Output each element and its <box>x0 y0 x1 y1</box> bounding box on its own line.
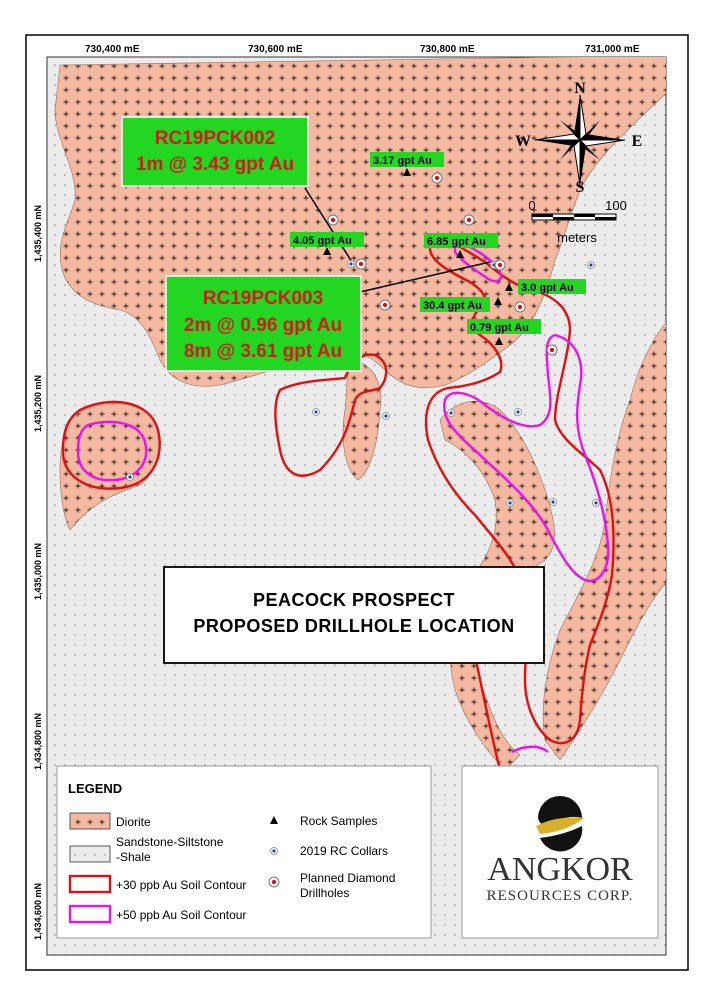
callout-rc19pck002 <box>122 117 308 186</box>
grid-label-top: 730,600 mE <box>248 44 303 55</box>
legend-label: Sandstone-Siltstone <box>116 835 224 849</box>
sample-label: 3.17 gpt Au <box>373 155 432 167</box>
scale-unit: meters <box>557 230 597 245</box>
callout-result: 2m @ 0.96 gpt Au <box>183 315 343 336</box>
title-line-2: PROPOSED DRILLHOLE LOCATION <box>193 616 515 636</box>
planned-drillhole-icon <box>356 259 366 269</box>
rc-collar-icon <box>348 261 355 268</box>
legend-swatch-diorite <box>70 813 110 829</box>
planned-drillhole-icon <box>328 215 338 225</box>
grid-label-left: 1,434,600 mN <box>33 882 43 940</box>
legend-label: Diorite <box>116 815 151 829</box>
grid-label-left: 1,435,000 mN <box>33 542 43 600</box>
sample-label: 6.85 gpt Au <box>427 236 486 248</box>
legend-label: Rock Samples <box>300 814 378 828</box>
legend-planned-drillhole-icon <box>269 877 279 887</box>
callout-hole-name: RC19PCK003 <box>202 288 324 309</box>
scale-end: 100 <box>605 198 627 213</box>
rc-collar-icon <box>448 410 455 417</box>
sample-label: 30.4 gpt Au <box>423 300 482 312</box>
legend-label: +50 ppb Au Soil Contour <box>116 908 247 922</box>
sample-label: 4.05 gpt Au <box>293 235 352 247</box>
rc-collar-icon <box>313 409 320 416</box>
planned-drillhole-icon <box>547 345 557 355</box>
rc-collar-icon <box>507 500 514 507</box>
rc-collar-icon <box>127 474 134 481</box>
planned-drillhole-icon <box>380 300 390 310</box>
planned-drillhole-icon <box>515 302 525 312</box>
rc-collar-icon <box>515 409 522 416</box>
rc-collar-icon <box>593 500 600 507</box>
rc-collar-icon <box>550 499 557 506</box>
callout-rc19pck003 <box>166 276 361 371</box>
sample-label: 0.79 gpt Au <box>470 322 529 334</box>
legend-label: 2019 RC Collars <box>300 844 389 858</box>
planned-drillhole-icon <box>432 173 442 183</box>
logo-panel <box>462 766 658 938</box>
logo-wordmark: ANGKOR <box>487 851 633 888</box>
compass-west: W <box>515 133 531 150</box>
legend-panel <box>57 766 431 938</box>
logo-subtitle: RESOURCES CORP. <box>486 888 634 904</box>
legend-swatch-contour30 <box>70 876 110 892</box>
planned-drillhole-icon <box>495 260 505 270</box>
title-line-1: PEACOCK PROSPECT <box>252 590 456 610</box>
legend-label: Planned Diamond <box>300 871 396 885</box>
legend-label: Drillholes <box>300 886 350 900</box>
legend-swatch-sediment <box>70 846 110 862</box>
legend-heading: LEGEND <box>68 781 123 796</box>
legend-label: -Shale <box>116 850 151 864</box>
compass-south: S <box>575 179 585 196</box>
legend-swatch-contour50 <box>70 906 110 922</box>
title-box <box>164 567 544 663</box>
grid-label-top: 731,000 mE <box>585 44 640 55</box>
grid-label-left: 1,435,200 mN <box>33 374 43 432</box>
callout-hole-name: RC19PCK002 <box>154 128 276 149</box>
grid-label-left: 1,434,800 mN <box>33 712 43 770</box>
compass-east: E <box>631 133 643 150</box>
legend-label: +30 ppb Au Soil Contour <box>116 878 247 892</box>
sample-label: 3.0 gpt Au <box>521 282 574 294</box>
callout-result: 1m @ 3.43 gpt Au <box>135 154 295 175</box>
rc-collar-icon <box>383 413 390 420</box>
rc-collar-icon <box>588 262 595 269</box>
grid-label-left: 1,435,400 mN <box>33 204 43 262</box>
grid-label-top: 730,800 mE <box>420 44 475 55</box>
planned-drillhole-icon <box>464 215 474 225</box>
grid-label-top: 730,400 mE <box>85 44 140 55</box>
scale-start: 0 <box>528 198 536 213</box>
compass-north: N <box>574 80 586 97</box>
callout-result: 8m @ 3.61 gpt Au <box>183 341 343 362</box>
legend-rc-collar-icon <box>271 848 278 855</box>
